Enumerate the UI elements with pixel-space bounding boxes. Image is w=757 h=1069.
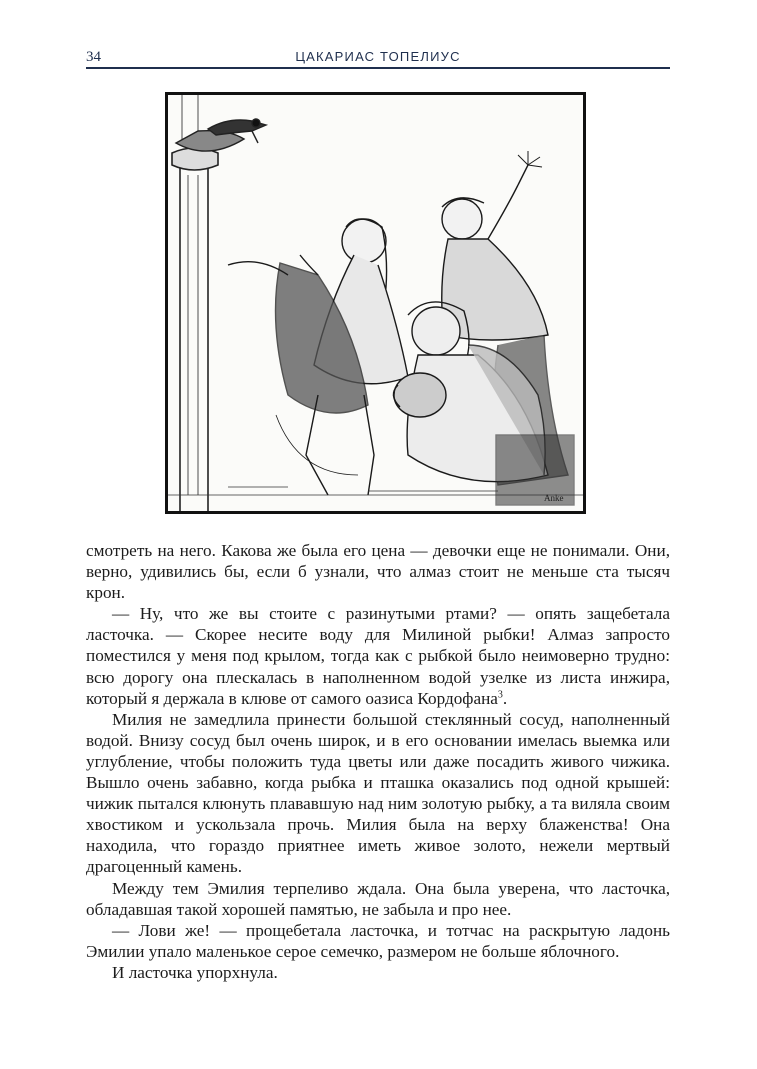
paragraph-1: смотреть на него. Какова же была его цена — девочки еще не понимали. Они, верно, удивились бы, если б узнали, что алмаз стоит не меньше ста тысяч крон. bbox=[86, 541, 670, 603]
pillar bbox=[172, 95, 218, 511]
page-header bbox=[86, 45, 670, 69]
paragraph-3: Милия не замедлила принести большой стеклянный сосуд, наполненный водой. Внизу сосуд был очень широк, и в его основании имелась выемка или углубление, чтобы положить туда цветы или даже посадить живого чижика. Вышло очень забавно, когда рыбка и пташка оказались под одной крышей: чижик пытался клюнуть плававшую над ним золотую рыбку, а та виляла своим хвостиком и ускользала прочь. Милия была на верху блаженства! Она находила, что гораздо приятнее иметь живое золото, нежели мертвый драгоценный камень. bbox=[86, 709, 670, 877]
paragraph-6: И ласточка упорхнула. bbox=[112, 962, 278, 982]
footnote-marker: 3 bbox=[497, 688, 503, 700]
paragraph-2-text: — Ну, что же вы стоите с разинутыми ртами? — опять защебетала ласточка. — Скорее несите воду для Милиной рыбки! Алмаз запросто поместился у меня под крылом, тогда как с рыбкой было неимоверно трудно: всю дорогу она плескалась в наполненном водой узелке из листа инжира, который я держала в клюве от самого оазиса Кордофана bbox=[86, 604, 670, 708]
illustration-signature: Anke bbox=[544, 493, 564, 503]
paragraph-2 bbox=[86, 603, 670, 708]
illustration bbox=[165, 92, 586, 514]
illustration-drawing bbox=[168, 95, 583, 511]
header-rule bbox=[86, 67, 670, 69]
paragraph-4: Между тем Эмилия терпеливо ждала. Она была уверена, что ласточка, обладавшая такой хорошей памятью, не забыла и про нее. bbox=[86, 878, 670, 919]
body-text bbox=[86, 540, 670, 983]
paragraph-5: — Лови же! — прощебетала ласточка, и тотчас на раскрытую ладонь Эмилии упало маленькое серое семечко, размером не больше яблочного. bbox=[86, 920, 670, 961]
swallow-nest bbox=[176, 119, 266, 151]
paragraph-2-end: . bbox=[502, 688, 508, 708]
girl-with-apron bbox=[228, 219, 408, 495]
running-title: ЦАКАРИАС ТОПЕЛИУС bbox=[295, 49, 461, 64]
page-number: 34 bbox=[86, 49, 101, 65]
